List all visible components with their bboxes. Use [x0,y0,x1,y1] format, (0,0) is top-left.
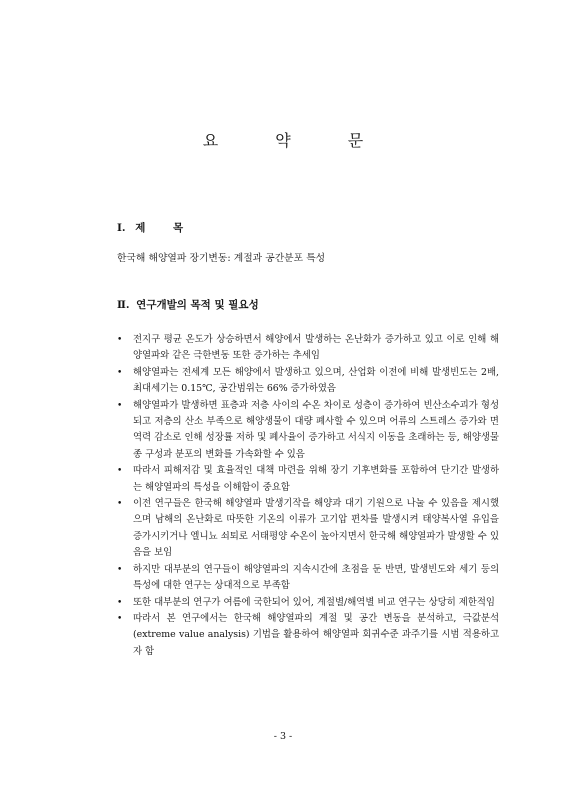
list-item [117,595,499,611]
bullet-icon: • [117,466,123,477]
purpose-bullet-list [117,332,499,660]
bullet-icon: • [117,335,123,345]
bullet-icon: • [117,400,123,411]
list-item-text: 따라서 본 연구에서는 한국해 해양열파의 계절 및 공간 변동을 분석하고, 극값분석(extreme value analysis) 기법을 활용하여 해양열파 회귀수준 과주기를 시범 적용하고자 함 [133,612,499,657]
bullet-icon: • [117,499,123,510]
list-item [117,611,499,660]
section-heading-purpose [117,297,259,312]
list-item [117,496,499,562]
list-item-text: 해양열파가 발생하면 표층과 저층 사이의 수온 차이로 성층이 증가하여 빈산소수괴가 형성되고 저층의 산소 부족으로 해양생물이 대량 폐사할 수 있으며 어류의 스트레스 증가와 면역력 감소로 인해 성장률 저하 및 폐사율이 증가하고 서식지 이동을 초래하는 등, 해양생물 종 구성과 분포의 변화를 가속화할 수 있음 [133,399,499,460]
page-number: - 3 - [273,731,293,742]
section-heading-title [117,220,195,235]
list-item-text: 하지만 대부분의 연구들이 해양열파의 지속시간에 초점을 둔 반면, 발생빈도와 세기 등의 특성에 대한 연구는 상대적으로 부족함 [133,563,499,592]
section-heading-text: 제 목 [135,222,196,234]
report-subtitle: 한국해 해양열파 장기변동: 계절과 공간분포 특성 [117,253,326,264]
list-item-text: 해양열파는 전세계 모든 해양에서 발생하고 있으며, 산업화 이전에 비해 발생빈도는 2배, 최대세기는 0.15℃, 공간범위는 66% 증가하였음 [133,366,499,395]
list-item-text: 전지구 평균 온도가 상승하면서 해양에서 발생하는 온난화가 증가하고 있고 이로 인해 해양열파와 같은 극한변동 또한 증가하는 추세임 [133,334,499,362]
page-title: 요 약 문 [202,131,390,150]
list-item [117,562,499,595]
list-item [117,398,499,464]
bullet-icon: • [117,564,123,575]
bullet-icon: • [117,597,123,608]
list-item-text: 이전 연구들은 한국해 해양열파 발생기작을 해양과 대기 기원으로 나눌 수 있음을 제시했으며 남해의 온난화로 따뜻한 기온의 이류가 고기압 편차를 발생시켜 태양복사열 유입을 증가시키거나 엘니뇨 쇠퇴로 서태평양 수온이 높아지면서 한국해 해양열파가 발생할 수 있음을 보임 [133,498,499,559]
list-item-text: 따라서 피해저감 및 효율적인 대책 마련을 위해 장기 기후변화를 포함하여 단기간 발생하는 해양열파의 특성을 이해함이 중요함 [133,465,499,493]
bullet-icon: • [117,367,123,378]
list-item [117,365,499,398]
section-heading-text: 연구개발의 목적 및 필요성 [136,299,259,311]
section-number: Ⅱ. [117,299,130,311]
list-item-text: 또한 대부분의 연구가 여름에 국한되어 있어, 계절별/해역별 비교 연구는 상당히 제한적임 [133,596,495,608]
list-item [117,332,499,365]
section-number: Ⅰ. [117,222,126,234]
bullet-icon: • [117,613,123,624]
list-item [117,463,499,496]
